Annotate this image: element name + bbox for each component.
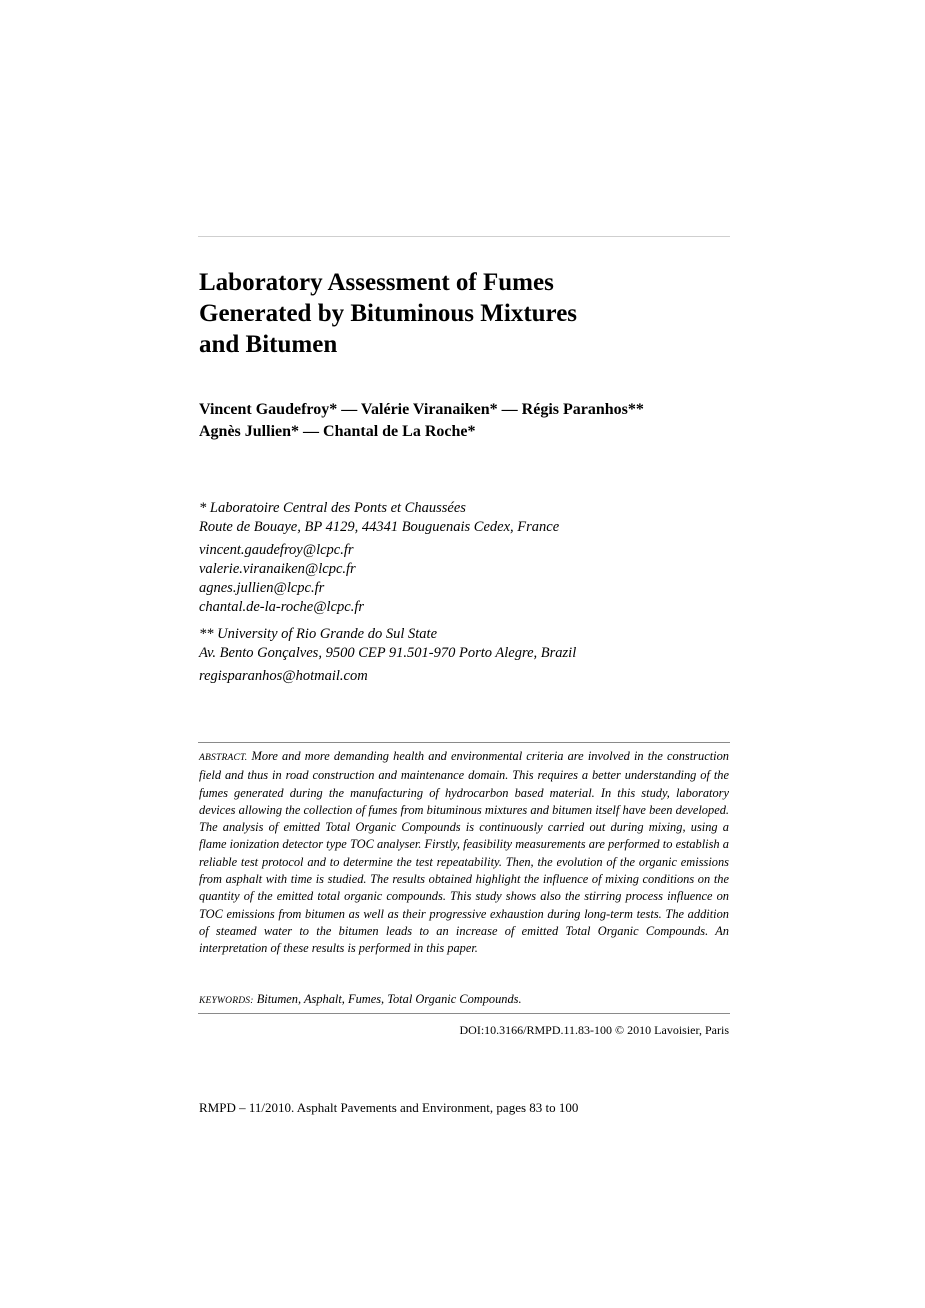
keywords-label: KEYWORDS: <box>199 996 254 1006</box>
email-link[interactable]: agnes.jullien@lcpc.fr <box>199 580 325 596</box>
affiliation-address: Route de Bouaye, BP 4129, 44341 Bouguenais Cedex, France <box>199 519 560 535</box>
paper-title <box>199 267 739 360</box>
keywords <box>199 991 729 1010</box>
author-line: Agnès Jullien* — Chantal de La Roche* <box>199 423 476 440</box>
email-link[interactable]: valerie.viranaiken@lcpc.fr <box>199 561 356 577</box>
top-divider <box>198 236 730 237</box>
title-line: Laboratory Assessment of Fumes <box>199 269 554 296</box>
email-link[interactable]: regisparanhos@hotmail.com <box>199 668 368 684</box>
title-line: and Bitumen <box>199 331 338 358</box>
title-line: Generated by Bituminous Mixtures <box>199 300 578 327</box>
email-link[interactable]: chantal.de-la-roche@lcpc.fr <box>199 599 365 615</box>
affiliation-2 <box>199 625 739 686</box>
abstract <box>199 748 729 958</box>
affiliation-1 <box>199 499 739 617</box>
affiliation-name: ** University of Rio Grande do Sul State <box>199 626 438 642</box>
author-line: Vincent Gaudefroy* — Valérie Viranaiken* — Régis Paranhos** <box>199 401 644 418</box>
doi-line: DOI:10.3166/RMPD.11.83-100 © 2010 Lavoisier, Paris <box>459 1023 729 1037</box>
abstract-top-divider <box>198 742 730 743</box>
abstract-bottom-divider <box>198 1013 730 1014</box>
email-link[interactable]: vincent.gaudefroy@lcpc.fr <box>199 542 354 558</box>
abstract-text: More and more demanding health and environmental criteria are involved in the construction field and thus in road construction and maintenance domain. This requires a better understanding of the fumes generated during the manufacturing of hydrocarbon based material. In this study, laboratory devices allowing the collection of fumes from bituminous mixtures and bitumen itself have been developed. The analysis of emitted Total Organic Compounds is continuously carried out during mixing, using a flame ionization detector type TOC analyser. Firstly, feasibility measurements are performed to establish a reliable test protocol and to determine the test repeatability. Then, the evolution of the organic emissions from asphalt with time is studied. The results obtained highlight the influence of mixing conditions on the quantity of the emitted total organic compounds. This study shows also the stirring process influence on TOC emissions from bitumen as well as their progressive exhaustion during long-term tests. The addition of steamed water to the bitumen leads to an increase of emitted Total Organic Compounds. An interpretation of these results is performed in this paper. <box>199 749 729 956</box>
journal-footer: RMPD – 11/2010. Asphalt Pavements and Environment, pages 83 to 100 <box>199 1100 579 1115</box>
affiliation-name: * Laboratoire Central des Ponts et Chaussées <box>199 500 466 516</box>
keywords-text: Bitumen, Asphalt, Fumes, Total Organic Compounds. <box>256 992 522 1006</box>
author-list <box>199 399 739 443</box>
affiliation-address: Av. Bento Gonçalves, 9500 CEP 91.501-970 Porto Alegre, Brazil <box>199 645 577 661</box>
abstract-label: ABSTRACT. <box>199 753 248 763</box>
